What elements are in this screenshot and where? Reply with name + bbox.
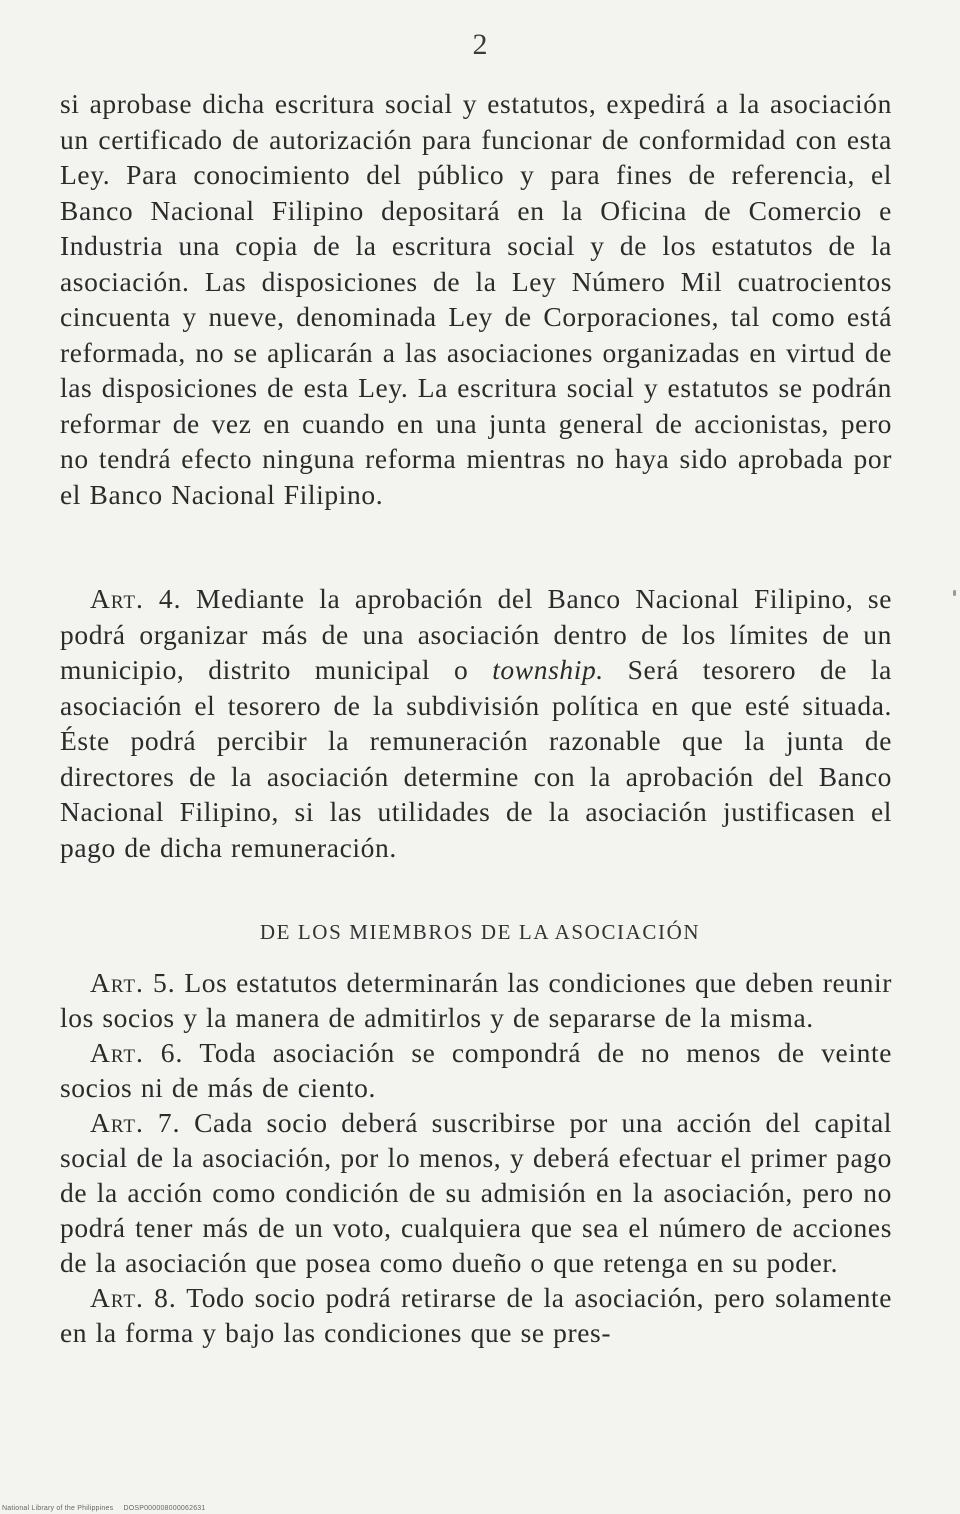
article-text: Los estatutos determinarán las condiciones que deben reunir los socios y la manera de admitirlos y de separarse de la misma. bbox=[60, 967, 893, 1033]
article-paragraph bbox=[60, 1105, 892, 1280]
articles-list bbox=[60, 965, 892, 1350]
scan-footer bbox=[2, 1505, 214, 1512]
article-text: Todo socio podrá retirarse de la asociación, pero solamente en la forma y bajo las condiciones que se pres- bbox=[60, 1282, 893, 1348]
page-number: 2 bbox=[472, 28, 488, 61]
footer-code: DOSP000008000062631 bbox=[123, 1505, 206, 1512]
article-text: Cada socio deberá suscribirse por una acción del capital social de la asociación, por lo menos, y deberá efectuar el primer pago de la acción como condición de su admisión en la asociación, pero no podrá tener más de un voto, cualquiera que sea el número de acciones de la asociación que posea como dueño o que retenga en su poder. bbox=[60, 1107, 892, 1278]
article-text: Toda asociación se compondrá de no menos de veinte socios ni de más de ciento. bbox=[60, 1037, 892, 1103]
article-text: Mediante la aprobación del Banco Nacional Filipino, se podrá organizar más de una asociación dentro de los límites de un municipio, distrito municipal o bbox=[60, 583, 893, 685]
section-heading: DE LOS MIEMBROS DE LA ASOCIACIÓN bbox=[259, 920, 701, 944]
article-paragraph bbox=[60, 1035, 892, 1105]
article-label: Art. 6. bbox=[90, 1037, 184, 1068]
body-text-continuation bbox=[60, 86, 892, 512]
article-label: Art. 8. bbox=[90, 1282, 177, 1313]
article-4 bbox=[60, 581, 892, 865]
article-label: Art. 5. bbox=[90, 967, 176, 998]
article-italic-term: township. bbox=[492, 654, 604, 685]
article-paragraph bbox=[60, 581, 892, 865]
paragraph: si aprobase dicha escritura social y estatutos, expedirá a la asociación un certificado de autorización para funcionar de conformidad con esta Ley. Para conocimiento del público y para fines de referencia, el Banco Nacional Filipino depositará en la Oficina de Comercio e Industria una copia de la escritura social y de los estatutos de la asociación. Las disposiciones de la Ley Número Mil cuatrocientos cincuenta y nueve, denominada Ley de Corporaciones, tal como está reformada, no se aplicarán a las asociaciones organizadas en virtud de las disposiciones de esta Ley. La escritura social y estatutos se podrán reformar de vez en cuando en una junta general de accionistas, pero no tendrá efecto ninguna reforma mientras no haya sido aprobada por el Banco Nacional Filipino. bbox=[60, 88, 892, 510]
footer-library: National Library of the Philippines bbox=[2, 1505, 114, 1512]
article-paragraph bbox=[60, 1280, 892, 1350]
scan-mark bbox=[953, 590, 956, 596]
article-label: Art. 7. bbox=[90, 1107, 181, 1138]
article-text: Será tesorero de la asociación el tesorero de la subdivisión política en que esté situada. Éste podrá percibir la remuneración razonable que la junta de directores de la asociación determine con la aprobación del Banco Nacional Filipino, si las utilidades de la asociación justificasen el pago de dicha remuneración. bbox=[60, 654, 892, 863]
article-paragraph bbox=[60, 965, 892, 1035]
article-label: Art. 4. bbox=[90, 583, 182, 614]
